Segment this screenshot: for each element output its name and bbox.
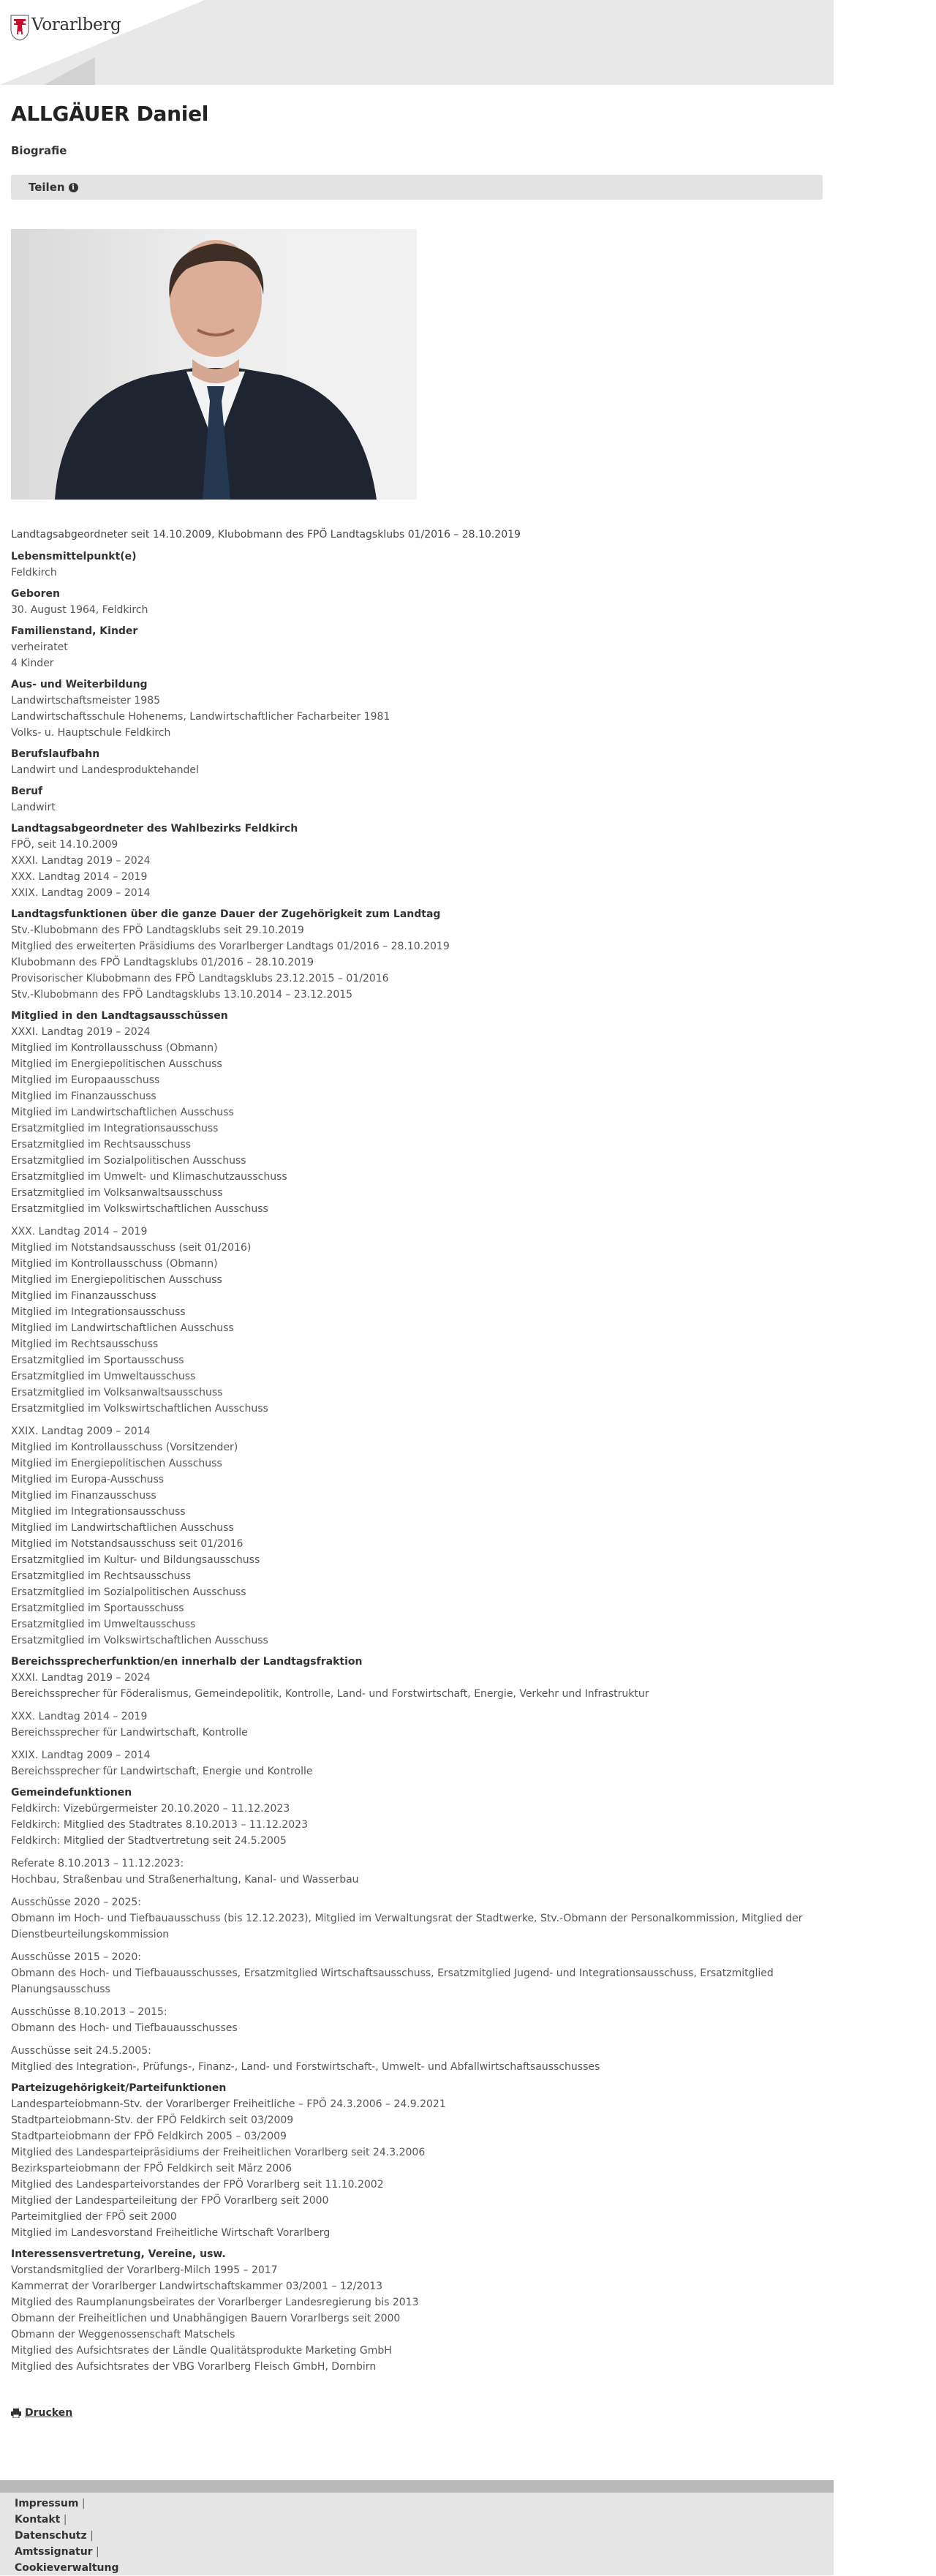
bio-line: Ausschüsse 2020 – 2025: [11,1897,142,1908]
bio-line: Mitglied im Integrationsausschuss [11,1306,186,1318]
block-gap [11,1741,823,1747]
print-link[interactable] [11,2407,72,2419]
bio-line: Mitglied im Landwirtschaftlichen Ausschuss [11,1322,234,1334]
bio-section [11,821,823,901]
footer-separator: | [81,2498,86,2509]
bio-section [11,906,823,1003]
bio-section [11,1008,823,1649]
bio-line: 4 Kinder [11,658,54,669]
page-subtitle: Biografie [11,144,67,157]
logo-text: Vorarlberg [31,15,121,34]
bio-line: Ersatzmitglied im Sozialpolitischen Ausschuss [11,1155,246,1167]
bio-section-title: Interessensvertretung, Vereine, usw. [11,2248,226,2260]
bio-line: XXX. Landtag 2014 – 2019 [11,1711,148,1722]
printer-icon [11,2409,21,2418]
block-gap [11,1849,823,1856]
bio-line: Ausschüsse 2015 – 2020: [11,1951,142,1963]
bio-section-title: Familienstand, Kinder [11,625,138,637]
bio-section-title: Beruf [11,786,43,797]
block-gap [11,1888,823,1894]
bio-line: Mitglied im Landesvorstand Freiheitliche Wirtschaft Vorarlberg [11,2227,331,2239]
bio-section [11,746,823,778]
bio-line: Volks- u. Hauptschule Feldkirch [11,727,171,739]
bio-line: XXXI. Landtag 2019 – 2024 [11,1672,151,1684]
bio-line: Feldkirch [11,567,57,579]
bio-line: Mitglied im Integrationsausschuss [11,1506,186,1518]
block-gap [11,1417,823,1423]
bio-line: Provisorischer Klubobmann des FPÖ Landtagsklubs 23.12.2015 – 01/2016 [11,973,389,984]
bio-line: Stv.-Klubobmann des FPÖ Landtagsklubs 13.10.2014 – 23.12.2015 [11,989,353,1001]
bio-line: Mitglied im Notstandsausschuss seit 01/2016 [11,1538,244,1550]
bio-line: Mitglied im Energiepolitischen Ausschuss [11,1058,222,1070]
share-button[interactable] [11,175,823,200]
bio-section-title: Mitglied in den Landtagsausschüssen [11,1010,228,1022]
bio-line: Feldkirch: Vizebürgermeister 20.10.2020 – 11.12.2023 [11,1803,290,1815]
bio-section-title: Bereichssprecherfunktion/en innerhalb der Landtagsfraktion [11,1656,363,1668]
bio-line: Mitglied im Landwirtschaftlichen Ausschuss [11,1107,234,1118]
bio-line: XXXI. Landtag 2019 – 2024 [11,1026,151,1038]
bio-line: Kammerrat der Vorarlberger Landwirtschaftskammer 03/2001 – 12/2013 [11,2281,383,2292]
share-label: Teilen [29,181,65,194]
bio-line: Obmann der Freiheitlichen und Unabhängigen Bauern Vorarlbergs seit 2000 [11,2313,401,2324]
bio-section-title: Lebensmittelpunkt(e) [11,551,137,562]
bio-line: Ersatzmitglied im Umweltausschuss [11,1371,196,1382]
bio-line: Feldkirch: Mitglied der Stadtvertretung seit 24.5.2005 [11,1835,287,1847]
bio-line: Mitglied im Finanzausschuss [11,1290,156,1302]
header-grey-wedge [44,57,95,85]
bio-line: Ersatzmitglied im Rechtsausschuss [11,1139,192,1150]
bio-line: Landwirtschaftsmeister 1985 [11,695,161,707]
bio-line: Mitglied im Kontrollausschuss (Obmann) [11,1258,218,1270]
bio-line: Mitglied der Landesparteileitung der FPÖ Vorarlberg seit 2000 [11,2195,329,2207]
bio-line: Ausschüsse 8.10.2013 – 2015: [11,2006,167,2018]
bio-line: Bezirksparteiobmann der FPÖ Feldkirch seit März 2006 [11,2163,292,2174]
bio-line: Mitglied im Europa-Ausschuss [11,1474,165,1485]
bio-line: Ersatzmitglied im Volksanwaltsausschuss [11,1187,223,1199]
bio-line: Mitglied im Energiepolitischen Ausschuss [11,1458,222,1469]
bio-line: Ersatzmitglied im Volkswirtschaftlichen Ausschuss [11,1403,268,1415]
bio-section [11,1785,823,2075]
footer-link-row [15,2496,834,2512]
bio-line: Stadtparteiobmann der FPÖ Feldkirch 2005 – 03/2009 [11,2131,287,2142]
bio-line: Mitglied im Energiepolitischen Ausschuss [11,1274,222,1286]
bio-section-title: Berufslaufbahn [11,748,100,760]
bio-line: Mitglied des Aufsichtsrates der VBG Vorarlberg Fleisch GmbH, Dornbirn [11,2361,377,2373]
bio-section-title: Parteizugehörigkeit/Parteifunktionen [11,2082,227,2094]
bio-section-title: Gemeindefunktionen [11,1787,132,1799]
bio-sections [11,549,823,2375]
bio-line: Stadtparteiobmann-Stv. der FPÖ Feldkirch seit 03/2009 [11,2114,294,2126]
bio-line: Obmann des Hoch- und Tiefbauausschusses, Ersatzmitglied Wirtschaftsausschuss, Ersatzmitglied Jugend- und Integrationsausschuss, Ersatzmitglied Planungsausschuss [11,1967,774,1995]
site-footer [0,2480,834,2575]
bio-line: Landwirt [11,802,56,813]
bio-line: Obmann des Hoch- und Tiefbauausschusses [11,2022,238,2034]
bio-line: Bereichssprecher für Landwirtschaft, Energie und Kontrolle [11,1766,313,1777]
footer-link-row [15,2560,834,2576]
bio-line: Ersatzmitglied im Volkswirtschaftlichen Ausschuss [11,1635,268,1646]
bio-section [11,1654,823,1780]
bio-line: Mitglied des Integration-, Prüfungs-, Finanz-, Land- und Forstwirtschaft-, Umwelt- und Abfallwirtschaftsausschusses [11,2061,600,2073]
bio-line: Parteimitglied der FPÖ seit 2000 [11,2211,177,2223]
bio-line: XXIX. Landtag 2009 – 2014 [11,1750,151,1761]
bio-line: XXX. Landtag 2014 – 2019 [11,871,148,883]
bio-line: Landwirtschaftsschule Hohenems, Landwirtschaftlicher Facharbeiter 1981 [11,711,390,723]
bio-line: Mitglied des Landesparteipräsidiums der Freiheitlichen Vorarlberg seit 24.3.2006 [11,2147,426,2158]
block-gap [11,1943,823,1949]
print-label: Drucken [25,2407,73,2419]
bio-line: Ersatzmitglied im Rechtsausschuss [11,1570,192,1582]
bio-line: XXIX. Landtag 2009 – 2014 [11,887,151,899]
bio-line: Mitglied im Finanzausschuss [11,1490,156,1502]
bio-section-title: Landtagsfunktionen über die ganze Dauer der Zugehörigkeit zum Landtag [11,908,441,920]
footer-link-row [15,2512,834,2528]
block-gap [11,1997,823,2004]
header-white-wedge [0,0,205,85]
bio-line: Klubobmann des FPÖ Landtagsklubs 01/2016 – 28.10.2019 [11,957,314,968]
bio-section [11,549,823,581]
bio-line: Landwirt und Landesproduktehandel [11,764,199,776]
block-gap [11,1217,823,1224]
bio-section-title: Aus- und Weiterbildung [11,679,148,690]
bio-section-title: Geboren [11,588,60,600]
block-gap [11,1702,823,1709]
bio-section [11,783,823,816]
bio-line: Bereichssprecher für Landwirtschaft, Kontrolle [11,1727,248,1739]
footer-link-datenschutz[interactable]: Datenschutz [15,2530,87,2542]
bio-line: Ersatzmitglied im Sportausschuss [11,1603,184,1614]
bio-line: XXIX. Landtag 2009 – 2014 [11,1426,151,1437]
bio-section [11,623,823,671]
bio-line: Mitglied im Rechtsausschuss [11,1338,159,1350]
bio-line: Mitglied im Finanzausschuss [11,1091,156,1102]
page-title: ALLGÄUER Daniel [11,102,209,126]
footer-separator: | [90,2530,94,2542]
bio-line: Ersatzmitglied im Kultur- und Bildungsausschuss [11,1554,260,1566]
bio-line: Landesparteiobmann-Stv. der Vorarlberger Freiheitliche – FPÖ 24.3.2006 – 24.9.2021 [11,2098,446,2110]
bio-line: verheiratet [11,641,68,653]
bio-line: Ersatzmitglied im Sportausschuss [11,1355,184,1366]
bio-line: Obmann im Hoch- und Tiefbauausschuss (bis 12.12.2023), Mitglied im Verwaltungsrat der Stadtwerke, Stv.-Obmann der Personalkommission, Mitglied der Dienstbeurteilungskommission [11,1913,803,1940]
bio-line: Mitglied des Aufsichtsrates der Ländle Qualitätsprodukte Marketing GmbH [11,2345,392,2357]
bio-line: Ersatzmitglied im Integrationsausschuss [11,1123,219,1134]
bio-line: Stv.-Klubobmann des FPÖ Landtagsklubs seit 29.10.2019 [11,924,304,936]
biography [11,527,823,2375]
footer-stripe [0,2480,834,2493]
bio-line: Bereichssprecher für Föderalismus, Gemeindepolitik, Kontrolle, Land- und Forstwirtschaft, Energie, Verkehr und Infrastruktur [11,1688,649,1700]
bio-line: Feldkirch: Mitglied des Stadtrates 8.10.2013 – 11.12.2023 [11,1819,308,1831]
footer-separator: | [63,2514,67,2526]
main-content [0,102,834,2421]
footer-link-kontakt[interactable]: Kontakt [15,2514,61,2526]
bio-line: Mitglied im Landwirtschaftlichen Ausschuss [11,1522,234,1534]
bio-section [11,2246,823,2375]
bio-line: Obmann der Weggenossenschaft Matschels [11,2329,235,2340]
vorarlberg-crest-icon [10,15,29,41]
bio-line: Referate 8.10.2013 – 11.12.2023: [11,1858,184,1869]
bio-line: Mitglied im Europaausschuss [11,1074,160,1086]
footer-link-impressum[interactable]: Impressum [15,2498,79,2509]
footer-link-row [15,2544,834,2560]
bio-line: Ersatzmitglied im Volksanwaltsausschuss [11,1387,223,1398]
bio-line: Hochbau, Straßenbau und Straßenerhaltung, Kanal- und Wasserbau [11,1874,359,1886]
bio-line: 30. August 1964, Feldkirch [11,604,148,616]
info-icon: i [69,183,78,192]
portrait-photo [11,229,417,500]
bio-line: Mitglied des Raumplanungsbeirates der Vorarlberger Landesregierung bis 2013 [11,2297,419,2308]
footer-nav [0,2493,834,2576]
bio-line: Mitglied im Kontrollausschuss (Obmann) [11,1042,218,1054]
bio-line: Mitglied im Kontrollausschuss (Vorsitzender) [11,1442,238,1453]
bio-line: Ersatzmitglied im Umweltausschuss [11,1619,196,1630]
bio-line: XXXI. Landtag 2019 – 2024 [11,855,151,867]
site-header [0,0,834,85]
bio-line: Ersatzmitglied im Umwelt- und Klimaschutzausschuss [11,1171,287,1183]
footer-separator: | [96,2546,99,2558]
bio-section-title: Landtagsabgeordneter des Wahlbezirks Feldkirch [11,823,298,835]
bio-line: Mitglied des erweiterten Präsidiums des Vorarlberger Landtags 01/2016 – 28.10.2019 [11,941,450,952]
block-gap [11,2036,823,2043]
bio-line: FPÖ, seit 14.10.2009 [11,839,118,851]
bio-section [11,677,823,741]
bio-line: Ersatzmitglied im Volkswirtschaftlichen Ausschuss [11,1203,268,1215]
bio-line: Ausschüsse seit 24.5.2005: [11,2045,151,2057]
bio-line: Mitglied im Notstandsausschuss (seit 01/2016) [11,1242,252,1254]
bio-line: Vorstandsmitglied der Vorarlberg-Milch 1995 – 2017 [11,2264,278,2276]
bio-line: XXX. Landtag 2014 – 2019 [11,1226,148,1238]
bio-section [11,586,823,618]
bio-line: Mitglied des Landesparteivorstandes der FPÖ Vorarlberg seit 11.10.2002 [11,2179,384,2191]
footer-link-row [15,2528,834,2544]
bio-section [11,2080,823,2241]
bio-intro: Landtagsabgeordneter seit 14.10.2009, Klubobmann des FPÖ Landtagsklubs 01/2016 – 28.10.2019 [11,529,521,541]
footer-link-amtssignatur[interactable]: Amtssignatur [15,2546,93,2558]
vorarlberg-logo[interactable] [10,15,121,41]
bio-line: Ersatzmitglied im Sozialpolitischen Ausschuss [11,1586,246,1598]
footer-link-cookieverwaltung[interactable]: Cookieverwaltung [15,2562,119,2574]
